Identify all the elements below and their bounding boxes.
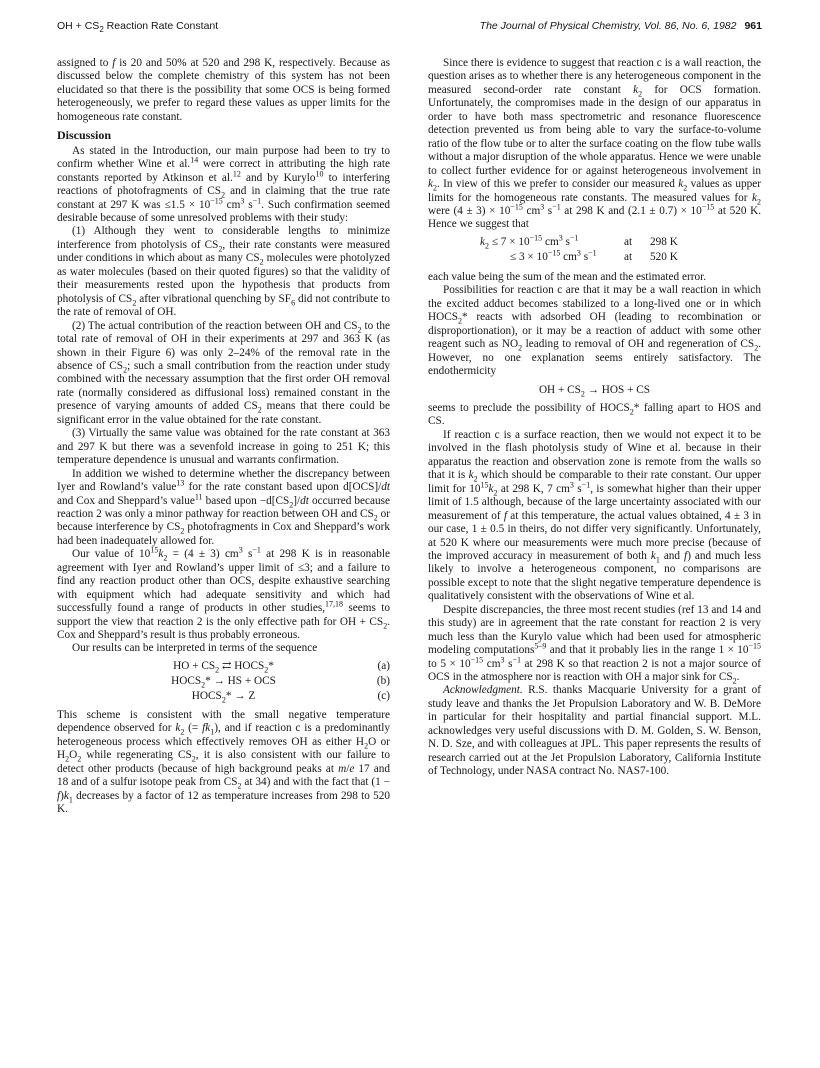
inequality-at: at: [624, 235, 633, 248]
rate-limit-equations: [428, 233, 761, 266]
paragraph: In addition we wished to determine whether the discrepancy between Iyer and Rowland’s value$^{13}$ for the rate constant based upon d[OCS]/dt and Cox and Sheppard’s value$^{11}$ based upon $-d[CS_2]/dt$ occurred because reaction 2 was only a minor pathway for reaction between OH and $CS_2$ or because interference by $CS_2$ photofragments in Cox and Sheppard’s work had been inadequately allowed for.: [57, 467, 390, 547]
equation-label: (b): [376, 674, 390, 687]
section-heading: Discussion: [57, 128, 112, 143]
paragraph: Our value of $10^{15}k_2 = (4 \pm 3)$ $cm^3$ $s^{-1}$ at 298 K is in reasonable agreement with Iyer and Rowland’s upper limit of ≤3; and a failure to find any reaction product other than OCS, despite exhaustive searching with equipment which had adequate sensitivity and which had successfully found a range of products in other studies,$^{17,18}$ seems to support the view that reaction 2 is the only effective path for OH + $CS_2$. Cox and Sheppard’s result is thus probably erroneous.: [57, 545, 390, 642]
paragraph: seems to preclude the possibility of $HOCS_2*$ falling apart to HOS and CS.: [428, 401, 761, 428]
inequality-temperature: 520 K: [650, 250, 678, 263]
paragraph: This scheme is consistent with the small negative temperature dependence observed for $k_2$ (= $fk_1$), and if reaction c is a predominantly heterogeneous process which effectively removes OH as either $H_2O$ or $H_2O_2$ while regenerating $CS_2$, it is also consistent with our failure to detect other products (because of high background peaks at m/e 17 and 18 and of a sulfur isotope peak from $CS_2$ at 34) and with the fact that $(1 - f)k_1$ decreases by a factor of 12 as temperature increases from 298 to 520 K.: [57, 708, 390, 816]
paragraph: (3) Virtually the same value was obtained for the rate constant at 363 and 297 K but there was a sevenfold increase in going to 251 K; this temperature dependence is unusual and warrants confirmation.: [57, 427, 390, 467]
equation: $HOCS_2* \to Z$: [191, 689, 256, 705]
equation-row: [57, 660, 390, 674]
left-column: [57, 57, 390, 817]
equation-label: (c): [377, 689, 390, 702]
inequality-row: [428, 248, 761, 266]
journal-citation: The Journal of Physical Chemistry, Vol. 86, No. 6, 1982 961: [479, 20, 762, 32]
paragraph: Our results can be interpreted in terms of the sequence: [72, 642, 318, 655]
equation-row: [57, 675, 390, 689]
inequality-temperature: 298 K: [650, 235, 678, 248]
paragraph: Despite discrepancies, the three most recent studies (ref 13 and 14 and this study) are in agreement that the rate constant for reaction 2 is very much less than the Kurylo value which had been used for atmospheric modeling computations$^{5-9}$ and that it probably lies in the range $1 \times 10^{-15}$ to $5 \times 10^{-15}$ $cm^3$ $s^{-1}$ at 298 K so that reaction 2 is not a major source of OCS in the atmosphere nor is reaction with OH a major sink for $CS_2$.: [428, 603, 761, 686]
paragraph: If reaction c is a surface reaction, then we would not expect it to be involved in the flash photolysis study of Wine et al. because in their apparatus the reaction and observation zone is remote from the walls so that it is $k_2$ which should be comparable to their rate constant. Our upper limit for $10^{15}k_2$ at 298 K, 7 $cm^3$ $s^{-1}$, is somewhat higher than their upper limit of 1.5 although, because of the large uncertainty associated with our measurement of f at this temperature, the actual values obtained, 4 ± 3 in our case, 1 ± 0.5 in theirs, do not differ very significantly. Unfortunately, at 520 K where our measurements were much more precise (because of the improved accuracy in measurement of both $k_1$ and f) and much less likely to involve a heterogeneous component, no comparisons are possible except to note that the slight negative temperature dependence is qualitatively consistent with the observations of Wine et al.: [428, 428, 762, 603]
paragraph: Possibilities for reaction c are that it may be a wall reaction in which the excited adduct becomes stabilized to a long-lived one or in which $HOCS_2*$ reacts with adsorbed OH (leading to recombination or disproportionation), or it may be a reaction of adduct with some other reagent such as $NO_2$ leading to removal of OH and regeneration of $CS_2$. However, no one explanation seems entirely satisfactory. The endothermicity: [428, 284, 762, 378]
paragraph: assigned to f is 20 and 50% at 520 and 298 K, respectively. Because as discussed below the complete chemistry of this system has not been elucidated so that there is the possibility that some OCS is being formed heterogeneously, we prefer to regard these values as upper limits for the homogeneous rate constant.: [57, 57, 391, 123]
equation-label: (a): [377, 659, 390, 672]
running-title: OH + $CS_2$ Reaction Rate Constant: [57, 20, 219, 35]
paragraph: (2) The actual contribution of the reaction between OH and $CS_2$ to the total rate of removal of OH in their experiments at 297 and 363 K (as shown in their Figure 6) was only 2–24% of the removal rate in the absence of $CS_2$; such a small contribution from the reaction under study combined with the necessary assumption that the first order OH removal rate (normally considered as diffusional loss) remained constant in the presence of varying amounts of added $CS_2$ means that there could be significant error in the value obtained for the rate constant.: [57, 319, 391, 426]
equation: HO + $CS_2$ ⇄ $HOCS_2*$: [173, 659, 274, 675]
inequality-at: at: [624, 250, 633, 263]
reaction-scheme: [57, 660, 390, 704]
acknowledgment: Acknowledgment. R.S. thanks Macquarie University for a grant of study leave and thanks the Jet Propulsion Laboratory and W. B. DeMore in particular for their hospitality and partial financial support. M.L. acknowledges very useful discussions with D. M. Golden, S. W. Benson, N. D. Sze, and with colleagues at JPL. This paper represents the results of research carried out at the Jet Propulsion Laboratory, California Institute of Technology, under NASA contract No. NAS7-100.: [428, 684, 761, 778]
equation-row: [57, 690, 390, 704]
running-header: [57, 20, 762, 36]
inequality-expression: $k_2 \le 7 \times 10^{-15}$ $cm^3$ $s^{-1}$: [480, 233, 579, 251]
paragraph: Since there is evidence to suggest that reaction c is a wall reaction, the question arises as to whether there is any heterogeneous component in the measured second-order rate constant $k_2$ for OCS formation. Unfortunately, the compromises made in the design of our apparatus in order to have both mass spectrometric and resonance fluorescence detection prevented us from being able to vary the surface-to-volume ratio of the flow tube or to alter the surface coating on the flow tube walls without a major disruption of the whole apparatus. Hence we were unable to collect further evidence for or against heterogeneous involvement in $k_2$. In view of this we prefer to consider our measured $k_2$ values as upper limits for the homogeneous rate constants. The measured values for $k_2$ were $(4 \pm 3) \times 10^{-15}$ $cm^3$ $s^{-1}$ at 298 K and $(2.1 \pm 0.7) \times 10^{-15}$ at 520 K. Hence we suggest that: [428, 57, 762, 231]
inequality-expression: ≤ $3 \times 10^{-15}$ $cm^3$ $s^{-1}$: [510, 248, 597, 263]
paragraph: As stated in the Introduction, our main purpose had been to try to confirm whether Wine et al.$^{14}$ were correct in attributing the high rate constants reported by Atkinson et al.$^{12}$ and by Kurylo$^{10}$ to interfering reactions of photofragments of $CS_2$ and in claiming that the true rate constant at 297 K was $\le 1.5 \times 10^{-15}$ $cm^3$ $s^{-1}$. Such confirmation seemed desirable because of some unresolved problems with their study:: [57, 144, 391, 224]
paragraph: (1) Although they went to considerable lengths to minimize interference from photolysis of $CS_2$, their rate constants were measured under conditions in which about as many $CS_2$ molecules were photolyzed as water molecules (based on their quoted figures) so that the validity of their measurements rested upon the hypothesis that products from photolysis of $CS_2$ after vibrational quenching by $SF_6$ did not contribute to the rate of removal of OH.: [57, 225, 390, 319]
equation: $HOCS_2*$ → HS + OCS: [171, 674, 276, 690]
page-number: 961: [744, 20, 762, 32]
paragraph: each value being the sum of the mean and the estimated error.: [428, 270, 707, 283]
right-column: [428, 57, 761, 779]
equation: OH + $CS_2$ → HOS + CS: [538, 383, 651, 398]
